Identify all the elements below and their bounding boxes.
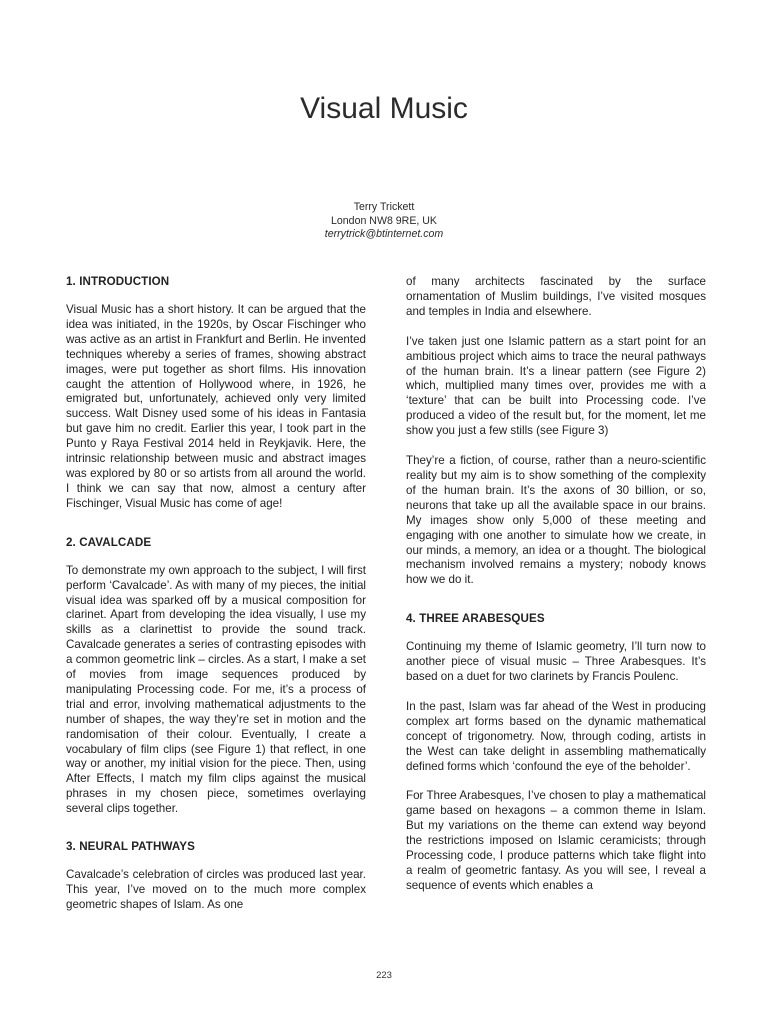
section-heading-cavalcade: 2. CAVALCADE — [66, 535, 152, 549]
three-arabesques-paragraph-1: Continuing my theme of Islamic geometry, I’ll turn now to another piece of visual music – Three Arabesques. It’s based on a duet for two clarinets by Francis Poulenc. — [406, 640, 706, 684]
left-column — [66, 274, 366, 928]
neural-pathways-paragraph-2: I’ve taken just one Islamic pattern as a start point for an ambitious project which aims to trace the neural pathways of the human brain. It’s a linear pattern (see Figure 2) which, multiplied many times over, provides me with a ‘texture’ that can be built into Processing code. I’ve produced a video of the result but, for the moment, let me show you just a few stills (see Figure 3) — [406, 334, 706, 438]
author-email[interactable]: terrytrick@btinternet.com — [324, 228, 444, 240]
neural-pathways-paragraph-1-continued: of many architects fascinated by the surface ornamentation of Muslim buildings, I’ve visited mosques and temples in India and elsewhere. — [406, 275, 706, 318]
three-arabesques-paragraph-2: In the past, Islam was far ahead of the West in producing complex art forms based on the dynamic mathematical concept of trigonometry. Now, through coding, artists in the West can take delight in assembling mathematically defined forms which ‘confound the eye of the beholder’. — [406, 699, 706, 773]
author-name: Terry Trickett — [353, 201, 415, 213]
three-arabesques-paragraph-3: For Three Arabesques, I’ve chosen to play a mathematical game based on hexagons – a common theme in Islam. But my variations on the theme can extend way beyond the restrictions imposed on Islamic ceramicists; through Processing code, I produce patterns which take flight into a realm of geometric fantasy. As you will see, I reveal a sequence of events which enables a — [406, 789, 706, 892]
neural-pathways-paragraph-3: They’re a fiction, of course, rather than a neuro-scientific reality but my aim is to show something of the complexity of the human brain. It’s the axons of 30 billion, or so, neurons that take up all the available space in our brains. My images show only 5,000 of these meeting and engaging with one another to simulate how we create, in our minds, a memory, an idea or a thought. The biological mechanism involved remains a mystery; nobody knows how we do it. — [406, 454, 706, 587]
paper-title: Visual Music — [300, 92, 468, 125]
author-block — [0, 201, 768, 242]
neural-pathways-paragraph-1: Cavalcade’s celebration of circles was produced last year. This year, I’ve moved on to the much more complex geometric shapes of Islam. As one — [66, 868, 366, 911]
section-heading-three-arabesques: 4. THREE ARABESQUES — [406, 612, 545, 626]
author-address: London NW8 9RE, UK — [331, 214, 437, 227]
right-column — [406, 275, 706, 909]
introduction-paragraph: Visual Music has a short history. It can be argued that the idea was initiated, in the 1920s, by Oscar Fischinger who was active as an artist in Frankfurt and Berlin. He invented techniques whereby a series of frames, showing abstract images, were put together as short films. His innovation caught the attention of Hollywood where, in 1926, he emigrated but, unfortunately, achieved only very limited success. Walt Disney used some of his ideas in Fantasia but gave him no credit. Earlier this year, I took part in the Punto y Raya Festival 2014 held in Reykjavik. Here, the intrinsic relationship between music and abstract images was explored by 80 or so artists from all around the world. I think we can say that now, almost a century after Fischinger, Visual Music has come of age! — [66, 303, 366, 510]
section-heading-introduction: 1. INTRODUCTION — [66, 275, 170, 288]
cavalcade-paragraph: To demonstrate my own approach to the subject, I will first perform ‘Cavalcade’. As with many of my pieces, the initial visual idea was sparked off by a musical composition for clarinet. Apart from developing the idea visually, I use my skills as a clarinettist to provide the sound track. Cavalcade generates a series of contrasting episodes with a common geometric link – circles. As a start, I make a set of movies from image sequences produced by manipulating Processing code. For me, it’s a process of trial and error, involving mathematical adjustments to the number of shapes, the way they’re set in motion and the randomisation of their colour. Eventually, I create a vocabulary of film clips (see Figure 1) that reflect, in one way or another, my initial vision for the piece. Then, using After Effects, I match my film clips against the musical phrases in my chosen piece, sometimes overlaying several clips together. — [66, 563, 366, 816]
page-number: 223 — [376, 970, 392, 981]
section-heading-neural-pathways: 3. NEURAL PATHWAYS — [66, 840, 195, 854]
